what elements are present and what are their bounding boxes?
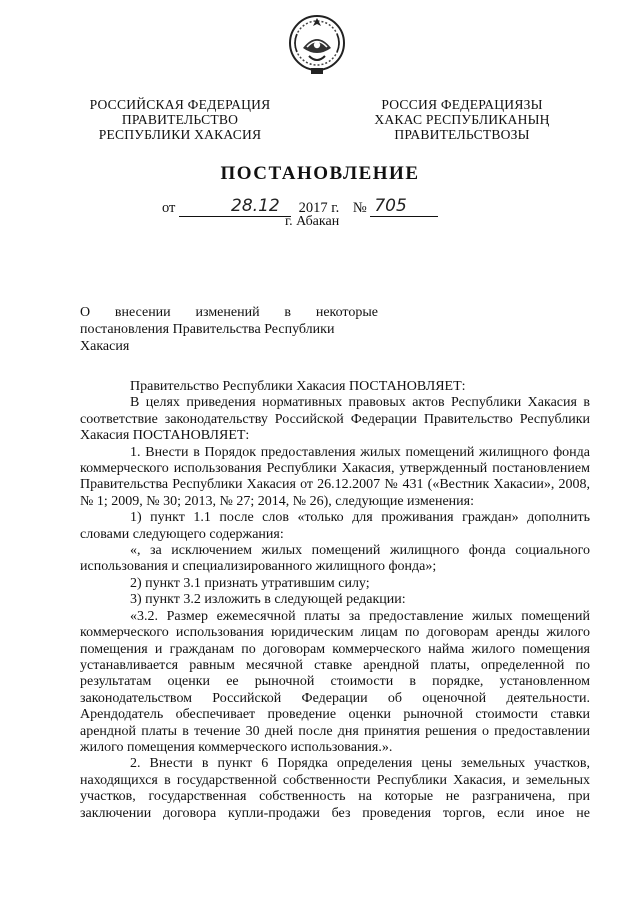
document-title: ПОСТАНОВЛЕНИЕ <box>220 163 420 184</box>
header-right-line: РОССИЯ ФЕДЕРАЦИЯЗЫ <box>381 97 543 112</box>
body-paragraph: 2. Внести в пункт 6 Порядка определения цены земельных участков, находящихся в государственной собственности Республики Хакасия, и земельных участков, государственная собственность на которые не разграничена, при заключении договора купли-продажи без проведения торгов, если иное не <box>80 756 590 821</box>
number-sign: № <box>352 200 367 216</box>
header-right-line: ХАКАС РЕСПУБЛИКАНЫҢ <box>374 112 550 127</box>
handwritten-number: 705 <box>374 196 407 216</box>
subject-line: Хакасия <box>80 339 130 354</box>
date-from-label: от <box>162 200 176 216</box>
document-body <box>80 379 590 822</box>
khakassia-coat-of-arms-icon <box>287 12 347 78</box>
body-paragraph: 3) пункт 3.2 изложить в следующей редакции: <box>130 592 406 608</box>
header-left-line: РЕСПУБЛИКИ ХАКАСИЯ <box>98 127 262 142</box>
header-left-block <box>80 97 280 142</box>
subject-line: О внесении изменений в некоторые <box>80 305 378 320</box>
header-right-block <box>362 97 562 142</box>
date-year: 2017 г. <box>298 200 340 216</box>
header-left-line: РОССИЙСКАЯ ФЕДЕРАЦИЯ <box>89 97 271 112</box>
body-paragraph: 1) пункт 1.1 после слов «только для проживания граждан» дополнить словами следующего содержания: <box>80 510 590 542</box>
handwritten-date: 28.12 <box>231 196 280 216</box>
body-paragraph: «3.2. Размер ежемесячной платы за предоставление жилых помещений коммерческого использования юридическим лицам по договорам аренды жилого помещения и гражданам по договорам коммерческого найма жилого помещения устанавливается равным месячной ставке арендной платы, определенной по результатам оценки ее рыночной стоимости в порядке, установленном законодательством Российской Федерации об оценочной деятельности. Арендодатель обеспечивает проведение оценки рыночной стоимости ставки арендной платы в течение 30 дней после дня принятия решения о предоставлении жилого помещения коммерческого использования.». <box>80 608 590 755</box>
header-right-line: ПРАВИТЕЛЬСТВОЗЫ <box>394 127 530 142</box>
header-left-line: ПРАВИТЕЛЬСТВО <box>121 112 239 127</box>
body-paragraph: Правительство Республики Хакасия ПОСТАНОВЛЯЕТ: <box>130 379 466 394</box>
number-blank <box>370 198 438 217</box>
subject-block <box>80 304 378 355</box>
body-paragraph: В целях приведения нормативных правовых актов Республики Хакасия в соответствие законодательству Российской Федерации Правительство Республики Хакасия ПОСТАНОВЛЯЕТ: <box>80 395 590 444</box>
body-paragraph: 1. Внести в Порядок предоставления жилых помещений жилищного фонда коммерческого использования Республики Хакасия, утвержденный постановлением Правительства Республики Хакасия от 26.12.2007 № 431 («Вестник Хакасии», 2008, № 1; 2009, № 30; 2013, № 27; 2014, № 26), следующие изменения: <box>80 444 590 509</box>
city-line: г. Абакан <box>285 214 340 229</box>
subject-line: постановления Правительства Республики <box>80 322 335 337</box>
body-paragraph: «, за исключением жилых помещений жилищного фонда социального использования и специализированного жилищного фонда»; <box>80 543 590 575</box>
date-blank <box>179 198 291 217</box>
body-paragraph: 2) пункт 3.1 признать утратившим силу; <box>130 575 370 591</box>
